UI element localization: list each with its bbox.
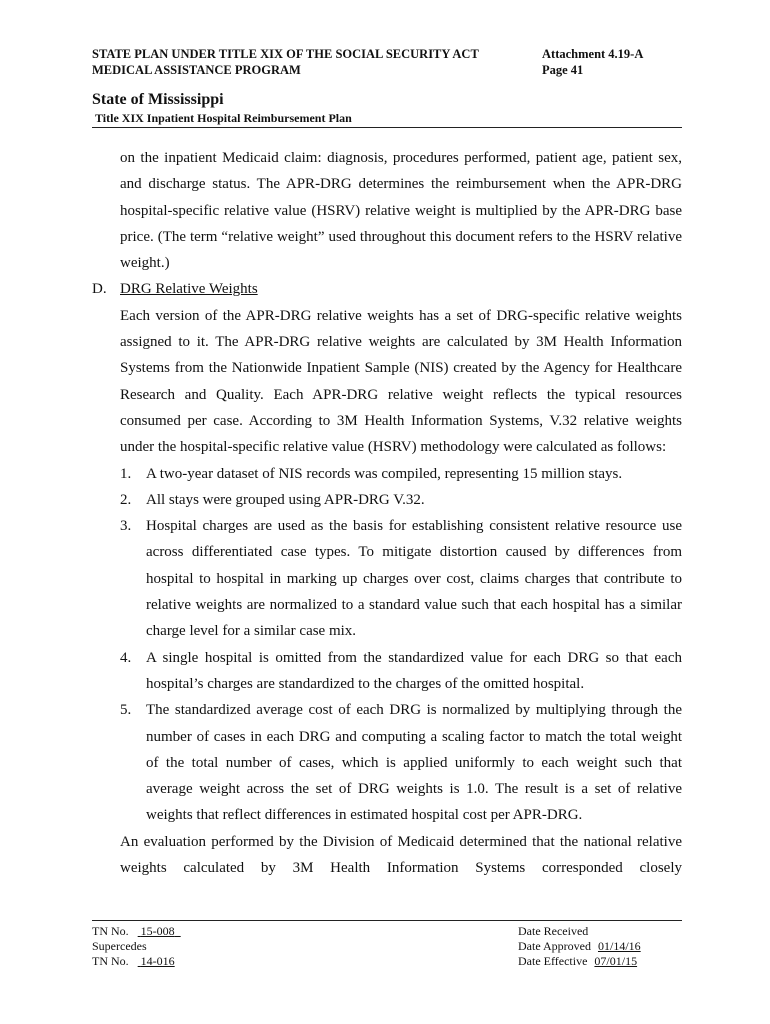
closing-line: weights calculated by 3M Health Information Systems corresponded closely (120, 860, 682, 877)
list-line: of the total number of cases, which is applied uniformly to each weight such that (146, 754, 682, 771)
footer-tn-row (92, 924, 187, 939)
header-right (542, 46, 643, 78)
header-rule (92, 127, 682, 128)
para-line: under the hospital-specific relative value (HSRV) methodology were calculated as follows: (120, 439, 667, 456)
para-line: consumed per case. According to 3M Health Information Systems, V.32 relative weights (120, 412, 682, 429)
footer-left (92, 924, 187, 969)
intro-line: hospital-specific relative value (HSRV) relative weight is multiplied by the APR-DRG base (120, 202, 682, 219)
list-line: A two-year dataset of NIS records was compiled, representing 15 million stays. (146, 465, 623, 482)
footer-tn-label: TN No. (92, 924, 129, 938)
intro-paragraph (92, 145, 682, 276)
list-line: across differentiated case types. To mitigate distortion caused by differences from (146, 544, 682, 561)
list-item (120, 697, 682, 828)
plan-subtitle: Title XIX Inpatient Hospital Reimbursement Plan (95, 111, 352, 125)
list-line: Hospital charges are used as the basis for establishing consistent relative resource use (146, 518, 682, 535)
footer-approved-row (518, 939, 663, 954)
section-heading (92, 276, 682, 302)
intro-line: weight.) (120, 255, 170, 272)
para-line: Research and Quality. Each APR-DRG relative weight reflects the typical resources (120, 386, 682, 403)
footer-tn2-value: 14-016 (140, 954, 175, 968)
footer-supercedes: Supercedes (92, 939, 147, 953)
footer-received-label: Date Received (518, 924, 589, 938)
list-number: 4. (120, 649, 132, 666)
header-act-title: STATE PLAN UNDER TITLE XIX OF THE SOCIAL SECURITY ACT (92, 47, 479, 61)
para-line: Each version of the APR-DRG relative weights has a set of DRG-specific relative weights (120, 307, 682, 324)
footer-tn-value: 15-008 (140, 924, 175, 938)
footer-right (518, 924, 663, 969)
list-line: The standardized average cost of each DRG is normalized by multiplying through the (146, 702, 682, 719)
header-attachment: Attachment 4.19-A (542, 47, 644, 61)
list-item (120, 513, 682, 644)
footer-effective-row (518, 954, 663, 969)
list-item (120, 487, 682, 513)
list-line: charge level for a similar case mix. (146, 623, 357, 640)
footer-tn2-label: TN No. (92, 954, 129, 968)
body-text (92, 145, 682, 881)
intro-line: and discharge status. The APR-DRG determines the reimbursement when the APR-DRG (120, 176, 682, 193)
section-label: D. (92, 281, 107, 298)
list-line: All stays were grouped using APR-DRG V.32. (146, 491, 425, 508)
footer-effective-label: Date Effective (518, 954, 588, 968)
header-page-number: Page 41 (542, 63, 584, 77)
list-number: 5. (120, 702, 132, 719)
section-title: DRG Relative Weights (120, 281, 258, 298)
header-program: MEDICAL ASSISTANCE PROGRAM (92, 63, 301, 77)
list-line: relative weights are normalized to a standard value such that each hospital has a similar (146, 597, 682, 614)
list-line: hospital’s charges are standardized to the charges of the omitted hospital. (146, 675, 585, 692)
para-line: Systems from the Nationwide Inpatient Sample (NIS) created by the Agency for Healthcare (120, 360, 682, 377)
footer-rule (92, 920, 682, 921)
header-left (92, 46, 479, 78)
section-paragraph (92, 303, 682, 461)
intro-line: price. (The term “relative weight” used throughout this document refers to the HSRV relative (120, 228, 682, 245)
list-line: weights that reflect differences in estimated hospital cost per APR-DRG. (146, 807, 583, 824)
list-line: number of cases in each DRG and computing a scaling factor to match the total weight (146, 728, 682, 745)
list-line: average weight across the set of DRG weights is 1.0. The result is a set of relative (146, 781, 682, 798)
footer-approved-label: Date Approved (518, 939, 591, 953)
footer-tn2-row (92, 954, 187, 969)
intro-line: on the inpatient Medicaid claim: diagnosis, procedures performed, patient age, patient sex, (120, 150, 682, 166)
list-number: 2. (120, 491, 132, 508)
closing-paragraph (92, 829, 682, 882)
list-line: A single hospital is omitted from the standardized value for each DRG so that each (146, 649, 682, 666)
footer-approved-value: 01/14/16 (597, 939, 641, 953)
list-item (120, 645, 682, 698)
list-line: hospital to hospital in marking up charges over cost, claims charges that contribute to (146, 570, 682, 587)
methodology-list (92, 461, 682, 829)
closing-line: An evaluation performed by the Division of Medicaid determined that the national relative (120, 833, 682, 850)
list-item (120, 461, 682, 487)
list-number: 1. (120, 465, 132, 482)
list-number: 3. (120, 518, 132, 535)
footer-received-row (518, 924, 663, 939)
para-line: assigned to it. The APR-DRG relative weights are calculated by 3M Health Information (120, 334, 682, 351)
state-title: State of Mississippi (92, 91, 224, 108)
footer-effective-value: 07/01/15 (594, 954, 638, 968)
